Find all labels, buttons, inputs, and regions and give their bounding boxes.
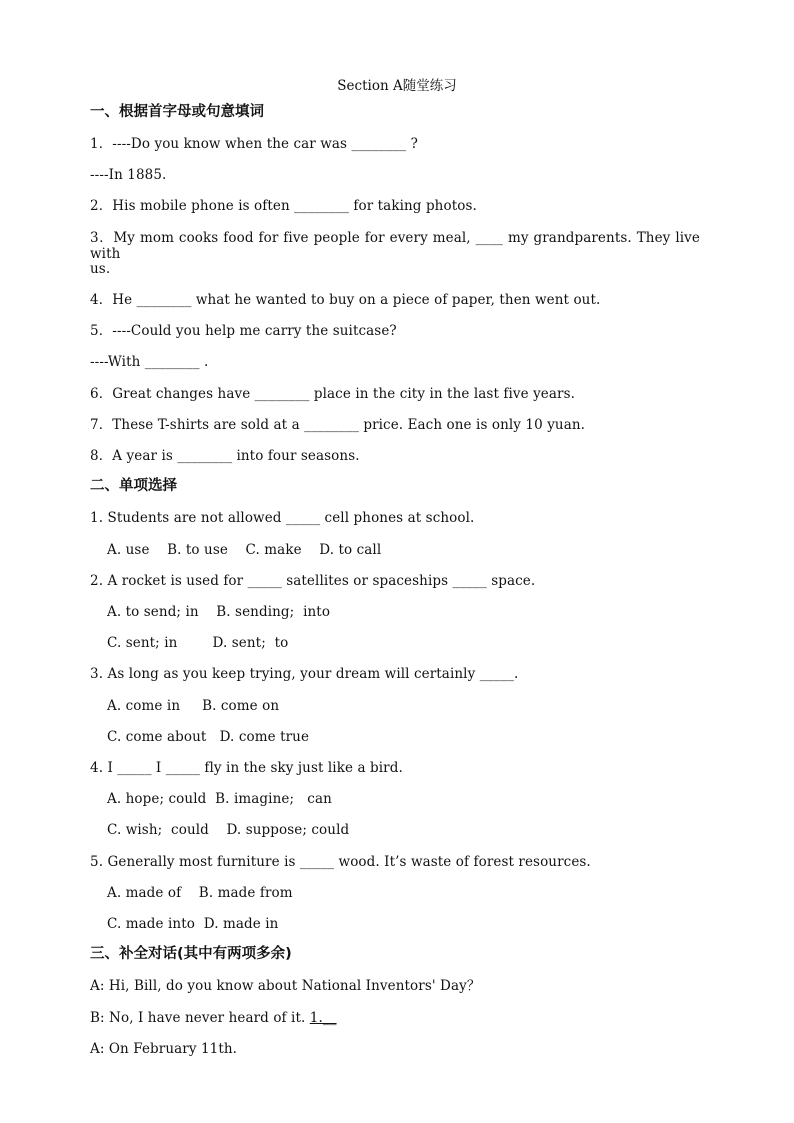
dialogue-blank-1: 1.__: [309, 1010, 337, 1026]
s2-question-4-options-b: C. wish; could D. suppose; could: [107, 822, 350, 838]
s2-question-2: 2. A rocket is used for _____ satellites or spaceships _____ space.: [90, 573, 536, 589]
s2-question-2-options-b: C. sent; in D. sent; to: [107, 635, 289, 651]
s2-question-5: 5. Generally most furniture is _____ wood. It’s waste of forest resources.: [90, 854, 591, 870]
dialogue-line-a1: A: Hi, Bill, do you know about National Inventors' Day？: [90, 978, 481, 994]
dialogue-line-b1: [90, 1010, 337, 1026]
s2-question-1: 1. Students are not allowed _____ cell phones at school.: [90, 510, 475, 526]
s2-question-4-options-a: A. hope; could B. imagine; can: [107, 791, 332, 807]
s1-item-1-answer: ----In 1885.: [90, 167, 167, 183]
s2-question-5-options-b: C. made into D. made in: [107, 916, 279, 932]
s1-item-8: 8．A year is ________ into four seasons.: [90, 448, 360, 464]
s2-question-4: 4. I _____ I _____ fly in the sky just like a bird.: [90, 760, 403, 776]
s1-item-7: 7．These T-shirts are sold at a ________ price. Each one is only 10 yuan.: [90, 417, 586, 433]
s2-question-1-options: A. use B. to use C. make D. to call: [107, 542, 382, 558]
section-2-heading: 二、单项选择: [90, 478, 177, 494]
dialogue-line-a2: A: On February 11th.: [90, 1041, 238, 1057]
s2-question-3: 3. As long as you keep trying, your dream will certainly _____.: [90, 666, 519, 682]
s1-item-3-continued: us.: [90, 261, 111, 277]
page-title: Section A随堂练习: [337, 78, 457, 94]
s1-item-5: 5．----Could you help me carry the suitcase?: [90, 323, 397, 339]
s2-question-5-options-a: A. made of B. made from: [107, 885, 293, 901]
s1-item-6: 6．Great changes have ________ place in the city in the last five years.: [90, 386, 576, 402]
s1-item-1: 1．----Do you know when the car was ________ ?: [90, 136, 418, 152]
section-1-heading: 一、根据首字母或句意填词: [90, 104, 264, 120]
s1-item-2: 2．His mobile phone is often ________ for taking photos.: [90, 198, 477, 214]
section-3-heading: 三、补全对话(其中有两项多余): [90, 946, 292, 962]
dialogue-line-b1-text: B: No, I have never heard of it.: [90, 1010, 310, 1026]
s2-question-2-options-a: A. to send; in B. sending; into: [107, 604, 331, 620]
s2-question-3-options-b: C. come about D. come true: [107, 729, 310, 745]
s1-item-5-answer: ----With ________ .: [90, 354, 209, 370]
s1-item-4: 4．He ________ what he wanted to buy on a piece of paper, then went out.: [90, 292, 601, 308]
s2-question-3-options-a: A. come in B. come on: [107, 698, 280, 714]
s1-item-3: 3．My mom cooks food for five people for every meal, ____ my grandparents. They live with: [90, 230, 700, 262]
